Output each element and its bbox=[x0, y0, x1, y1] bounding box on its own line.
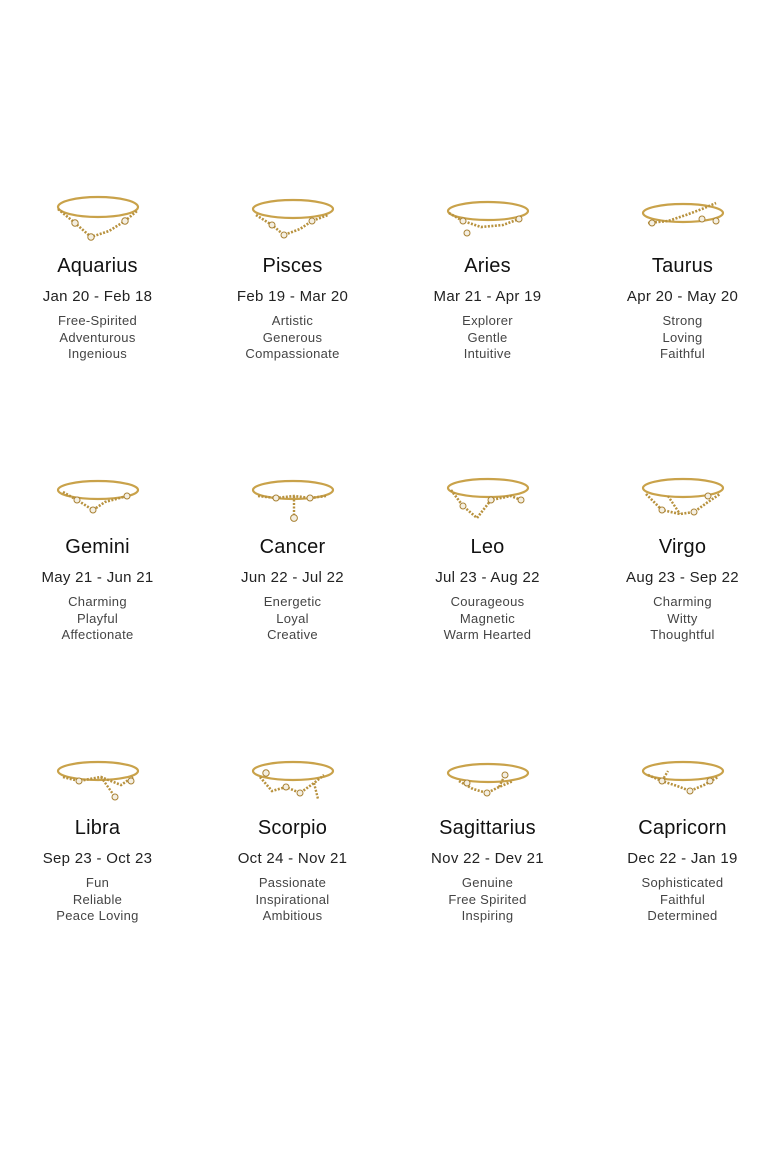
sign-card-capricorn[interactable] bbox=[585, 747, 780, 925]
sign-dates: Feb 19 - Mar 20 bbox=[236, 288, 349, 305]
sign-trait: Artistic bbox=[271, 313, 314, 328]
sign-traits bbox=[0, 594, 195, 644]
sign-trait: Energetic bbox=[263, 594, 322, 609]
sign-card-libra[interactable] bbox=[0, 747, 195, 925]
sign-name: Aquarius bbox=[57, 255, 138, 277]
sign-card-cancer[interactable] bbox=[195, 466, 390, 644]
sign-trait: Witty bbox=[667, 610, 698, 626]
sign-traits bbox=[0, 313, 195, 363]
sign-trait: Courageous bbox=[450, 594, 525, 609]
sign-trait: Faithful bbox=[659, 346, 706, 361]
sign-trait: Free-Spirited bbox=[57, 313, 138, 328]
sign-dates: Nov 22 - Dev 21 bbox=[431, 850, 544, 867]
sign-name: Libra bbox=[74, 817, 121, 839]
sign-trait: Genuine bbox=[461, 875, 514, 890]
sign-traits bbox=[195, 594, 390, 644]
sign-trait: Gentle bbox=[467, 329, 508, 345]
libra-ring-icon bbox=[43, 747, 153, 817]
sign-name: Taurus bbox=[651, 255, 714, 277]
sign-name: Virgo bbox=[658, 536, 707, 558]
sign-dates: Mar 21 - Apr 19 bbox=[433, 288, 542, 305]
sign-traits bbox=[390, 875, 585, 925]
sign-name: Gemini bbox=[65, 536, 130, 558]
sign-name: Aries bbox=[464, 255, 511, 277]
sign-trait: Strong bbox=[662, 313, 703, 328]
sign-card-virgo[interactable] bbox=[585, 466, 780, 644]
gemini-ring-icon bbox=[43, 466, 153, 536]
sign-trait: Magnetic bbox=[459, 610, 516, 626]
sign-trait: Determined bbox=[647, 908, 718, 923]
sign-dates: Dec 22 - Jan 19 bbox=[627, 850, 738, 867]
sign-card-gemini[interactable] bbox=[0, 466, 195, 644]
sign-traits bbox=[195, 875, 390, 925]
sign-dates: Oct 24 - Nov 21 bbox=[237, 850, 348, 867]
sign-trait: Faithful bbox=[659, 891, 706, 907]
sign-trait: Generous bbox=[262, 329, 323, 345]
sign-trait: Adventurous bbox=[59, 329, 136, 345]
sign-card-taurus[interactable] bbox=[585, 185, 780, 363]
sign-trait: Fun bbox=[85, 875, 110, 890]
sign-traits bbox=[585, 875, 780, 925]
sign-trait: Thoughtful bbox=[650, 627, 715, 642]
scorpio-ring-icon bbox=[238, 747, 348, 817]
sign-name: Pisces bbox=[262, 255, 323, 277]
sign-name: Sagittarius bbox=[439, 817, 536, 839]
sign-trait: Inspirational bbox=[255, 891, 330, 907]
sign-trait: Compassionate bbox=[245, 346, 340, 361]
sign-card-leo[interactable] bbox=[390, 466, 585, 644]
sign-trait: Charming bbox=[68, 594, 127, 609]
sign-traits bbox=[390, 313, 585, 363]
cancer-ring-icon bbox=[238, 466, 348, 536]
sign-trait: Playful bbox=[76, 610, 119, 626]
sign-trait: Loving bbox=[662, 329, 703, 345]
sign-dates: Sep 23 - Oct 23 bbox=[42, 850, 153, 867]
sign-dates: Apr 20 - May 20 bbox=[626, 288, 739, 305]
sign-card-scorpio[interactable] bbox=[195, 747, 390, 925]
sign-trait: Warm Hearted bbox=[443, 627, 532, 642]
sign-trait: Loyal bbox=[276, 610, 309, 626]
pisces-ring-icon bbox=[238, 185, 348, 255]
sign-trait: Ingenious bbox=[67, 346, 128, 361]
leo-ring-icon bbox=[433, 466, 543, 536]
sign-card-sagittarius[interactable] bbox=[390, 747, 585, 925]
sign-dates: Aug 23 - Sep 22 bbox=[626, 569, 739, 586]
sign-card-pisces[interactable] bbox=[195, 185, 390, 363]
sign-trait: Intuitive bbox=[463, 346, 512, 361]
sign-card-aquarius[interactable] bbox=[0, 185, 195, 363]
sign-traits bbox=[195, 313, 390, 363]
sign-name: Capricorn bbox=[638, 817, 727, 839]
sign-dates: May 21 - Jun 21 bbox=[41, 569, 154, 586]
sign-dates: Jun 22 - Jul 22 bbox=[241, 569, 344, 586]
sign-trait: Ambitious bbox=[262, 908, 323, 923]
sign-traits bbox=[390, 594, 585, 644]
sign-trait: Passionate bbox=[258, 875, 327, 890]
sign-traits bbox=[585, 313, 780, 363]
virgo-ring-icon bbox=[628, 466, 738, 536]
sign-trait: Creative bbox=[267, 627, 318, 642]
sign-dates: Jan 20 - Feb 18 bbox=[42, 288, 153, 305]
sign-trait: Peace Loving bbox=[56, 908, 139, 923]
sign-name: Cancer bbox=[259, 536, 326, 558]
taurus-ring-icon bbox=[628, 185, 738, 255]
sign-dates: Jul 23 - Aug 22 bbox=[435, 569, 540, 586]
sign-trait: Explorer bbox=[462, 313, 513, 328]
sign-name: Leo bbox=[470, 536, 505, 558]
aries-ring-icon bbox=[433, 185, 543, 255]
sign-traits bbox=[0, 875, 195, 925]
sign-traits bbox=[585, 594, 780, 644]
sign-trait: Affectionate bbox=[61, 627, 134, 642]
aquarius-ring-icon bbox=[43, 185, 153, 255]
sagittarius-ring-icon bbox=[433, 747, 543, 817]
sign-name: Scorpio bbox=[257, 817, 328, 839]
sign-trait: Free Spirited bbox=[448, 891, 527, 907]
sign-trait: Charming bbox=[653, 594, 712, 609]
capricorn-ring-icon bbox=[628, 747, 738, 817]
sign-card-aries[interactable] bbox=[390, 185, 585, 363]
sign-trait: Sophisticated bbox=[641, 875, 724, 890]
sign-trait: Reliable bbox=[72, 891, 123, 907]
sign-trait: Inspiring bbox=[461, 908, 514, 923]
